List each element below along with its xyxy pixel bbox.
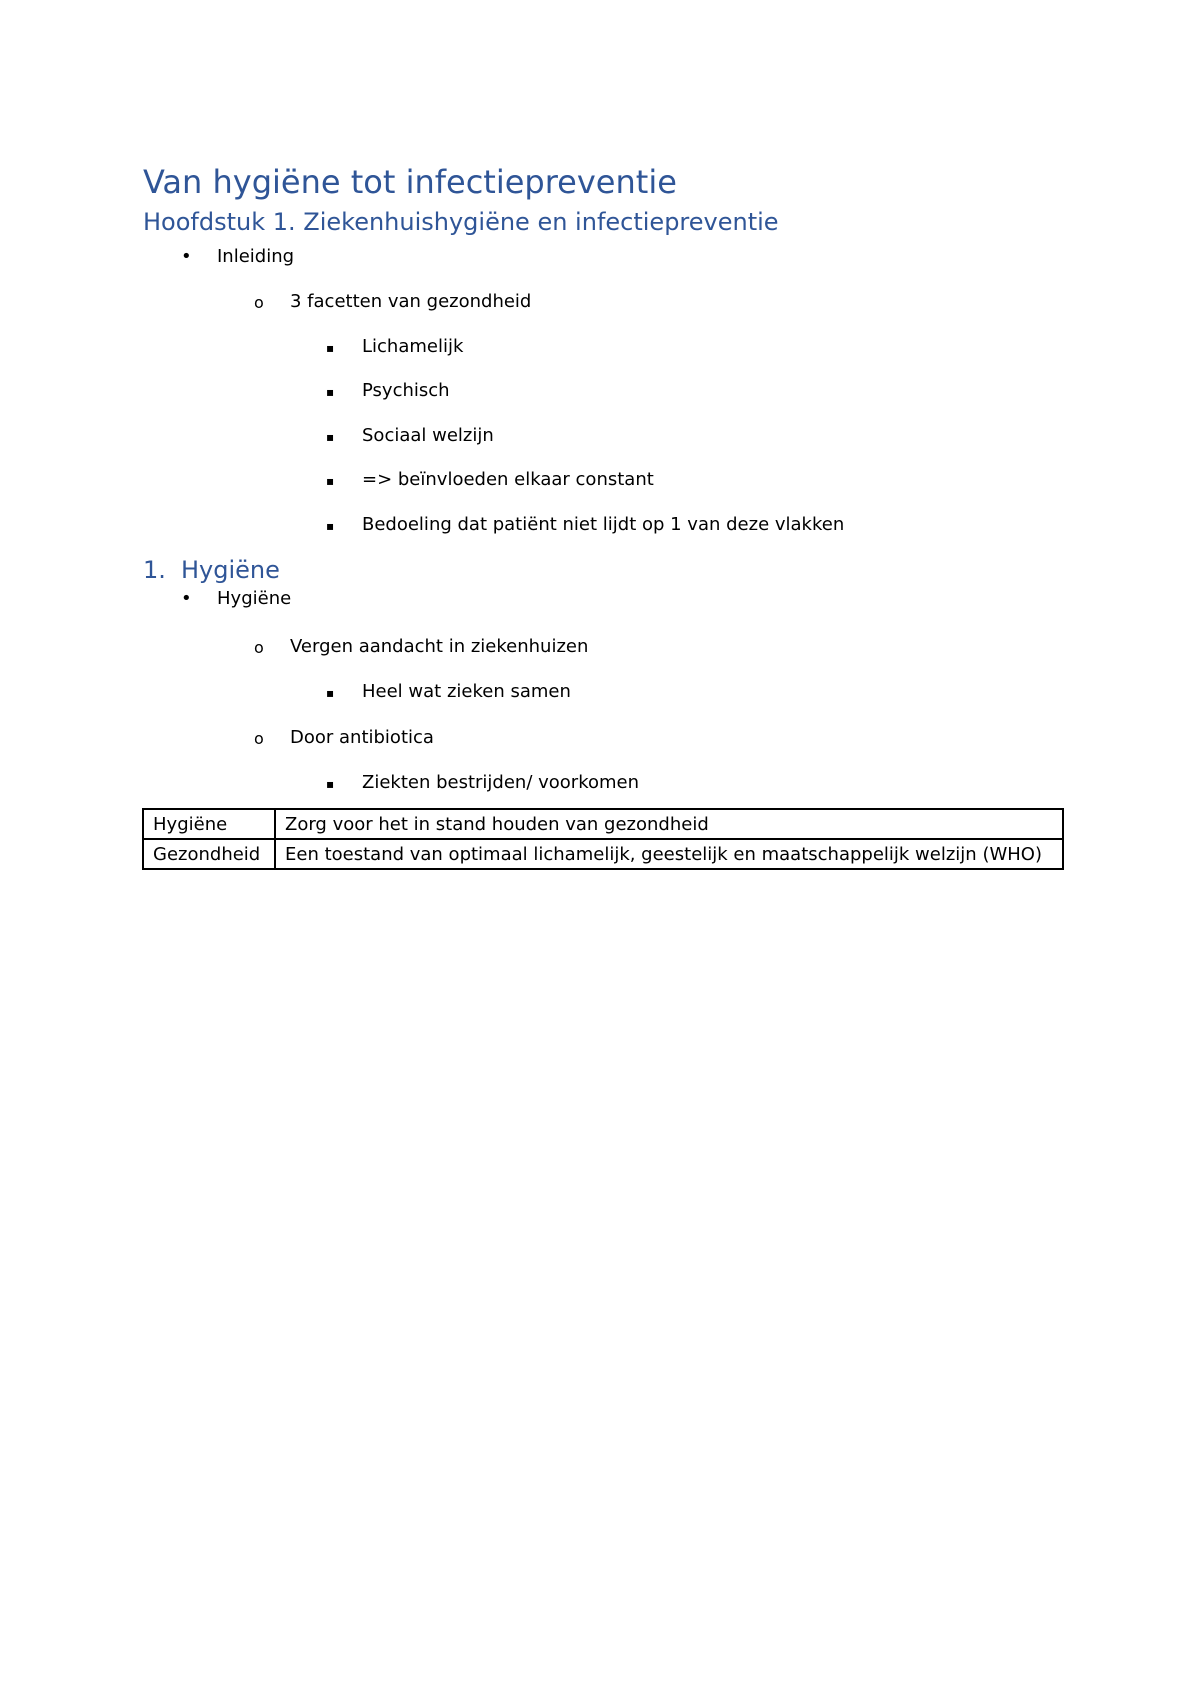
table-cell-term: Gezondheid xyxy=(143,839,275,869)
table-cell-definition: Een toestand van optimaal lichamelijk, geestelijk en maatschappelijk welzijn (WHO) xyxy=(275,839,1063,869)
bullet-marker: ▪ xyxy=(326,385,335,399)
section-title: Hygiëne xyxy=(181,556,280,584)
list-item-hygiene: Hygiëne xyxy=(217,588,292,609)
bullet-marker: ▪ xyxy=(326,686,335,700)
bullet-marker: o xyxy=(254,638,264,657)
bullet-marker: • xyxy=(181,246,192,267)
bullet-marker: ▪ xyxy=(326,341,335,355)
bullet-marker: • xyxy=(181,588,192,609)
bullet-marker: o xyxy=(254,293,264,312)
list-item: Heel wat zieken samen xyxy=(362,681,571,702)
section-number: 1. xyxy=(143,556,166,584)
bullet-marker: ▪ xyxy=(326,519,335,533)
bullet-marker: ▪ xyxy=(326,474,335,488)
document-title: Van hygiëne tot infectiepreventie xyxy=(143,163,677,201)
section-heading-hygiene xyxy=(143,556,280,584)
bullet-marker: ▪ xyxy=(326,430,335,444)
list-item: Sociaal welzijn xyxy=(362,425,494,446)
definitions-table xyxy=(142,808,1064,870)
table-cell-definition: Zorg voor het in stand houden van gezondheid xyxy=(275,809,1063,839)
list-item: Psychisch xyxy=(362,380,450,401)
list-item: Door antibiotica xyxy=(290,727,434,748)
table-row xyxy=(143,839,1063,869)
bullet-marker: ▪ xyxy=(326,777,335,791)
list-item-inleiding: Inleiding xyxy=(217,246,295,267)
list-item: Vergen aandacht in ziekenhuizen xyxy=(290,636,589,657)
list-item: => beïnvloeden elkaar constant xyxy=(362,469,654,490)
list-item-facetten: 3 facetten van gezondheid xyxy=(290,291,532,312)
list-item: Lichamelijk xyxy=(362,336,464,357)
chapter-heading: Hoofdstuk 1. Ziekenhuishygiëne en infectiepreventie xyxy=(143,208,779,236)
table-row xyxy=(143,809,1063,839)
bullet-marker: o xyxy=(254,729,264,748)
list-item: Bedoeling dat patiënt niet lijdt op 1 van deze vlakken xyxy=(362,514,845,535)
list-item: Ziekten bestrijden/ voorkomen xyxy=(362,772,640,793)
table-cell-term: Hygiëne xyxy=(143,809,275,839)
